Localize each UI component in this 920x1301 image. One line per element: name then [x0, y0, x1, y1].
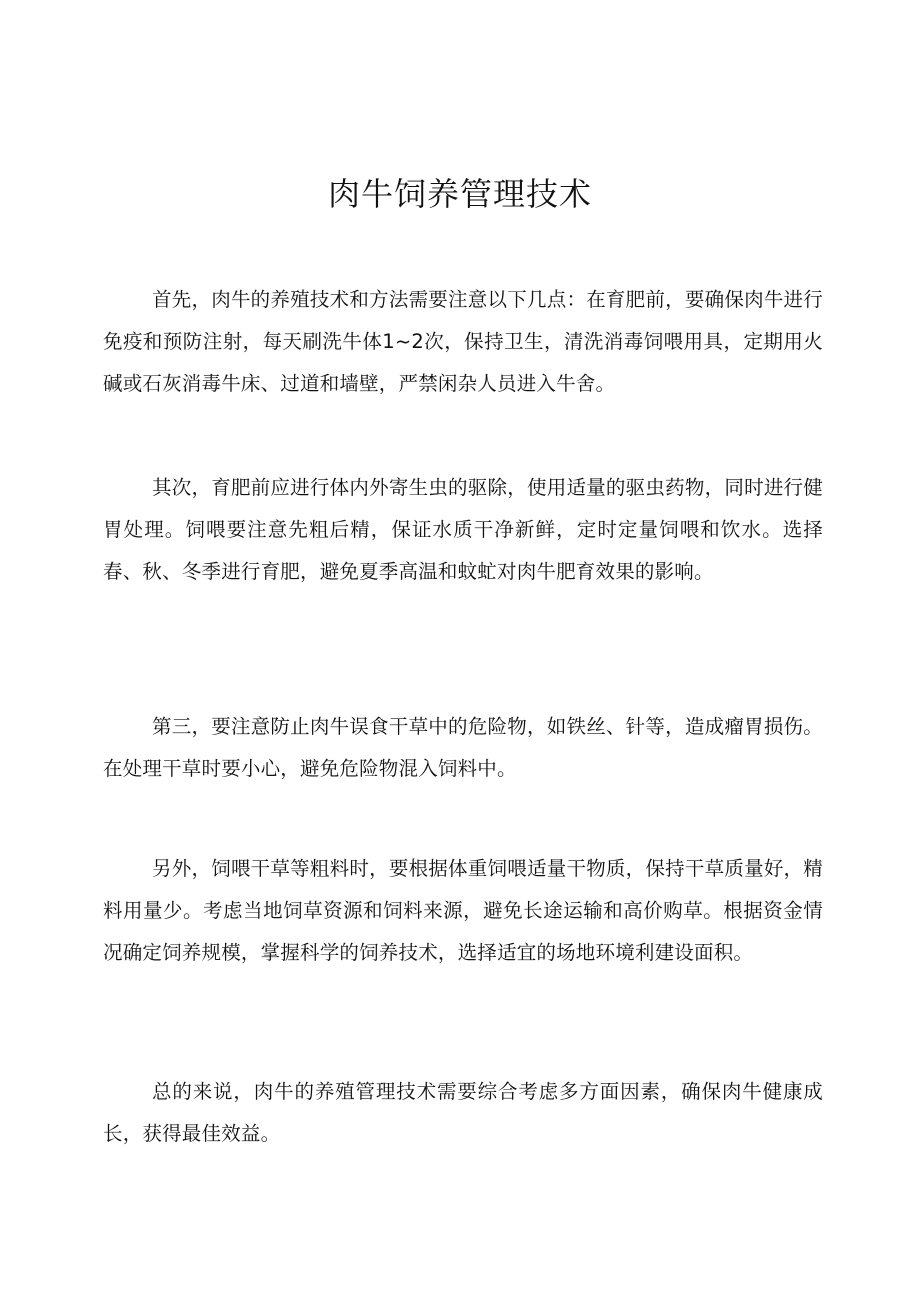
paragraph-deworming: 其次，育肥前应进行体内外寄生虫的驱除，使用适量的驱虫药物，同时进行健胃处理。饲喂要注意先粗后精，保证水质干净新鲜，定时定量饲喂和饮水。选择春、秋、冬季进行育肥，避免夏季高温和蚊虻对肉牛肥育效果的影响。	[103, 476, 823, 583]
paragraph-feeding: 另外，饲喂干草等粗料时，要根据体重饲喂适量干物质，保持干草质量好，精料用量少。考虑当地饲草资源和饲料来源，避免长途运输和高价购草。根据资金情况确定饲养规模，掌握科学的饲养技术，选择适宜的场地环境利建设面积。	[103, 857, 823, 964]
paragraph-summary: 总的来说，肉牛的养殖管理技术需要综合考虑多方面因素，确保肉牛健康成长，获得最佳效益。	[103, 1080, 823, 1145]
paragraph-hazards: 第三，要注意防止肉牛误食干草中的危险物，如铁丝、针等，造成瘤胃损伤。在处理干草时要小心，避免危险物混入饲料中。	[103, 715, 823, 780]
paragraph-vaccination: 首先，肉牛的养殖技术和方法需要注意以下几点：在育肥前，要确保肉牛进行免疫和预防注射，每天刷洗牛体1~2次，保持卫生，清洗消毒饲喂用具，定期用火碱或石灰消毒牛床、过道和墙壁，严禁闲杂人员进入牛舍。	[103, 288, 823, 395]
page-title: 肉牛饲养管理技术	[327, 175, 592, 213]
